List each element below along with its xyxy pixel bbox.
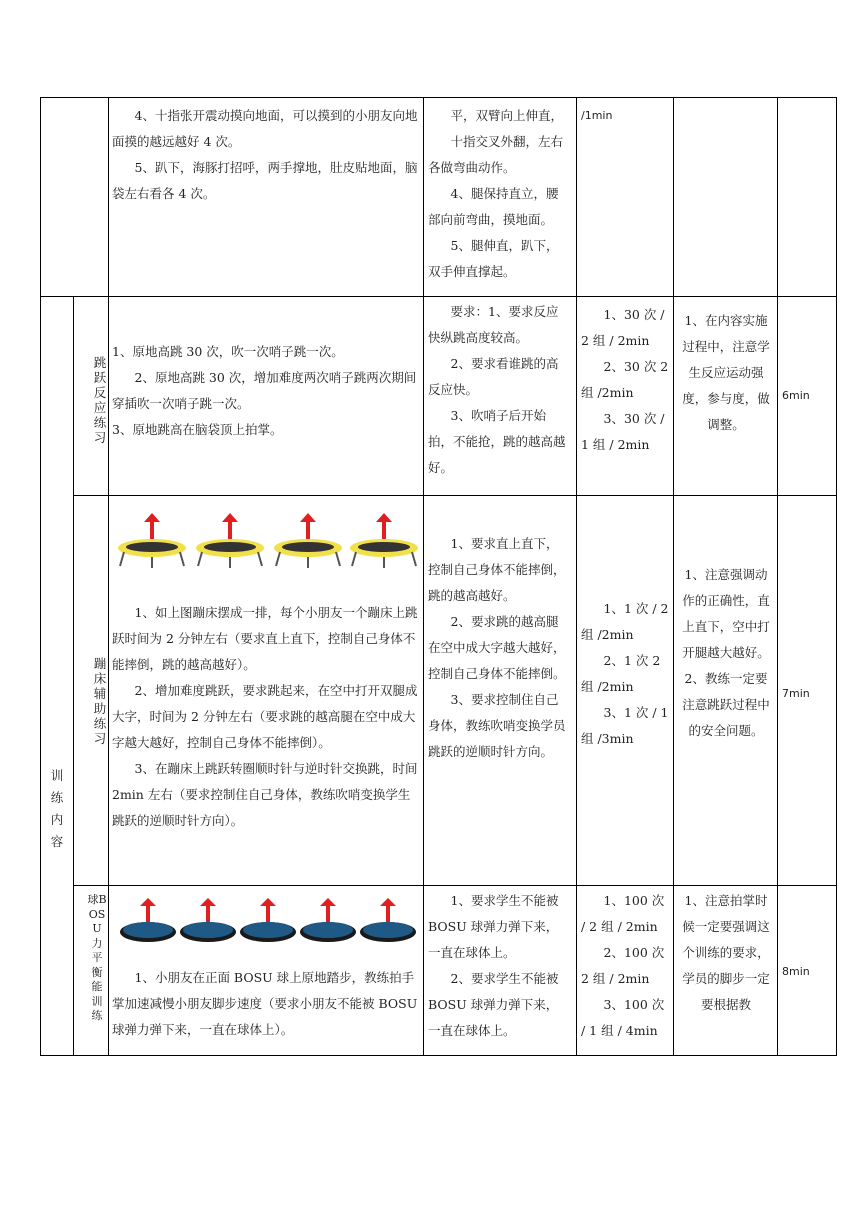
row2-step: 2、增加难度跳跃，要求跳起来，在空中打开双腿成大字，时间为 2 分钟左右（要求跳的越高腿在空中成大字越大越好，控制自己身体不能摔倒）。 <box>112 683 418 750</box>
top-requirements <box>428 103 570 285</box>
row3-req: 2、要求学生不能被 BOSU 球弹力弹下来，一直在球体上。 <box>428 971 559 1038</box>
row3-time: 8min <box>782 965 810 978</box>
row1-dose: 3、30 次 / 1 组 / 2min <box>581 411 665 452</box>
bosu-ball-icon <box>300 898 356 942</box>
row1-content <box>112 339 418 443</box>
row1-req: 3、吹哨子后开始拍，不能抢，跳的越高越好。 <box>428 408 566 475</box>
row3-dose: 3、100 次 / 1 组 / 4min <box>581 997 665 1038</box>
row2-step: 1、如上图蹦床摆成一排，每个小朋友一个蹦床上跳跃时间为 2 分钟左右（要求直上直下，控制自己身体不能摔倒，跳的越高越好）。 <box>112 605 418 672</box>
row2-time: 7min <box>782 687 810 700</box>
table-border-right <box>836 97 837 1056</box>
row2-notes <box>680 562 772 744</box>
bosu-ball-icon <box>240 898 296 942</box>
row3-dosage <box>581 888 669 1044</box>
bosu-illustration <box>118 898 418 944</box>
top-req-line: 5、腿伸直，趴下，双手伸直撑起。 <box>428 238 559 279</box>
row-divider <box>73 885 837 886</box>
row2-step: 3、在蹦床上跳跃转圈顺时针与逆时针交换跳，时间 2min 左右（要求控制住自己身体，教练吹哨变换学生跳跃的逆顺时针方向）。 <box>112 761 418 828</box>
row3-notes: 1、注意拍掌时候一定要强调这个训练的要求，学员的脚步一定要根据教 <box>682 893 770 1012</box>
row-divider <box>73 495 837 496</box>
row1-time: 6min <box>782 389 810 402</box>
row1-requirements <box>428 299 570 481</box>
row2-dose: 3、1 次 / 1 组 /3min <box>581 705 669 746</box>
table-border-top <box>40 97 837 98</box>
row2-dosage <box>581 596 669 752</box>
row1-step: 3、原地跳高在脑袋顶上拍掌。 <box>112 422 283 437</box>
trampoline-icon <box>196 513 264 568</box>
row2-dose: 1、1 次 / 2 组 /2min <box>581 601 669 642</box>
trampoline-icon <box>274 513 342 568</box>
col-divider <box>423 97 424 1056</box>
row2-content <box>112 600 418 834</box>
trampoline-icon <box>118 513 186 568</box>
top-dosage: /1min <box>581 109 613 122</box>
row1-req: 2、要求看谁跳的高反应快。 <box>428 356 559 397</box>
top-step-4: 4、十指张开震动摸向地面，可以摸到的小朋友向地面摸的越远越好 4 次。 <box>112 108 418 149</box>
top-step-5: 5、趴下，海豚打招呼，两手撑地，肚皮贴地面，脑袋左右看各 4 次。 <box>112 160 418 201</box>
row2-req: 3、要求控制住自己身体，教练吹哨变换学员跳跃的逆顺时针方向。 <box>428 692 566 759</box>
col-divider <box>108 97 109 1056</box>
row2-note: 2、教练一定要注意跳跃过程中的安全问题。 <box>682 671 770 738</box>
row1-dose: 1、30 次 / 2 组 / 2min <box>581 307 665 348</box>
row-divider <box>40 296 837 297</box>
top-req-line: 十指交叉外翻，左右各做弯曲动作。 <box>428 134 564 175</box>
top-req-line: 4、腿保持直立，腰部向前弯曲，摸地面。 <box>428 186 559 227</box>
row2-requirements <box>428 531 570 765</box>
bosu-ball-icon <box>360 898 416 942</box>
row1-step: 1、原地高跳 30 次，吹一次哨子跳一次。 <box>112 344 344 359</box>
col-divider <box>777 97 778 1056</box>
row3-dose: 1、100 次 / 2 组 / 2min <box>581 893 665 934</box>
table-border-left <box>40 97 41 1056</box>
row1-notes: 1、在内容实施过程中，注意学生反应运动强度，参与度，做调整。 <box>682 313 770 432</box>
col-divider <box>673 97 674 1056</box>
table-border-bottom <box>40 1055 837 1056</box>
row3-step: 1、小朋友在正面 BOSU 球上原地踏步，教练拍手掌加速减慢小朋友脚步速度（要求小朋友不能被 BOSU 球弹力弹下来，一直在球体上）。 <box>112 970 418 1037</box>
col-divider <box>73 296 74 1056</box>
row-label-trampoline: 蹦床辅助练习 <box>93 656 107 746</box>
row3-req: 1、要求学生不能被 BOSU 球弹力弹下来，一直在球体上。 <box>428 893 559 960</box>
col-divider <box>576 97 577 1056</box>
top-req-line: 平，双臂向上伸直， <box>450 108 564 123</box>
row2-req: 1、要求直上直下，控制自己身体不能摔倒，跳的越高越好。 <box>428 536 566 603</box>
trampoline-icon <box>350 513 418 568</box>
row2-req: 2、要求跳的越高腿在空中成大字越大越好，控制自己身体不能摔倒。 <box>428 614 566 681</box>
row3-content <box>112 965 418 1043</box>
row1-step: 2、原地高跳 30 次，增加难度两次哨子跳两次期间穿插吹一次哨子跳一次。 <box>112 370 417 411</box>
bosu-ball-icon <box>120 898 176 942</box>
row1-req: 要求：1、要求反应快纵跳高度较高。 <box>428 304 559 345</box>
trampoline-illustration <box>112 512 420 574</box>
row1-dose: 2、30 次 2 组 /2min <box>581 359 669 400</box>
bosu-ball-icon <box>180 898 236 942</box>
row2-dose: 2、1 次 2 组 /2min <box>581 653 661 694</box>
row2-note: 1、注意强调动作的正确性，直上直下，空中打开腿越大越好。 <box>682 567 770 660</box>
row1-dosage <box>581 302 669 458</box>
row-label-bosu: 球BOSU力平衡能训练 <box>87 893 107 1022</box>
section-label: 训练内容 <box>50 768 64 849</box>
row3-dose: 2、100 次 2 组 / 2min <box>581 945 665 986</box>
row-label-jump: 跳跃反应练习 <box>93 355 107 445</box>
top-steps <box>112 103 418 207</box>
row3-requirements <box>428 888 570 1044</box>
